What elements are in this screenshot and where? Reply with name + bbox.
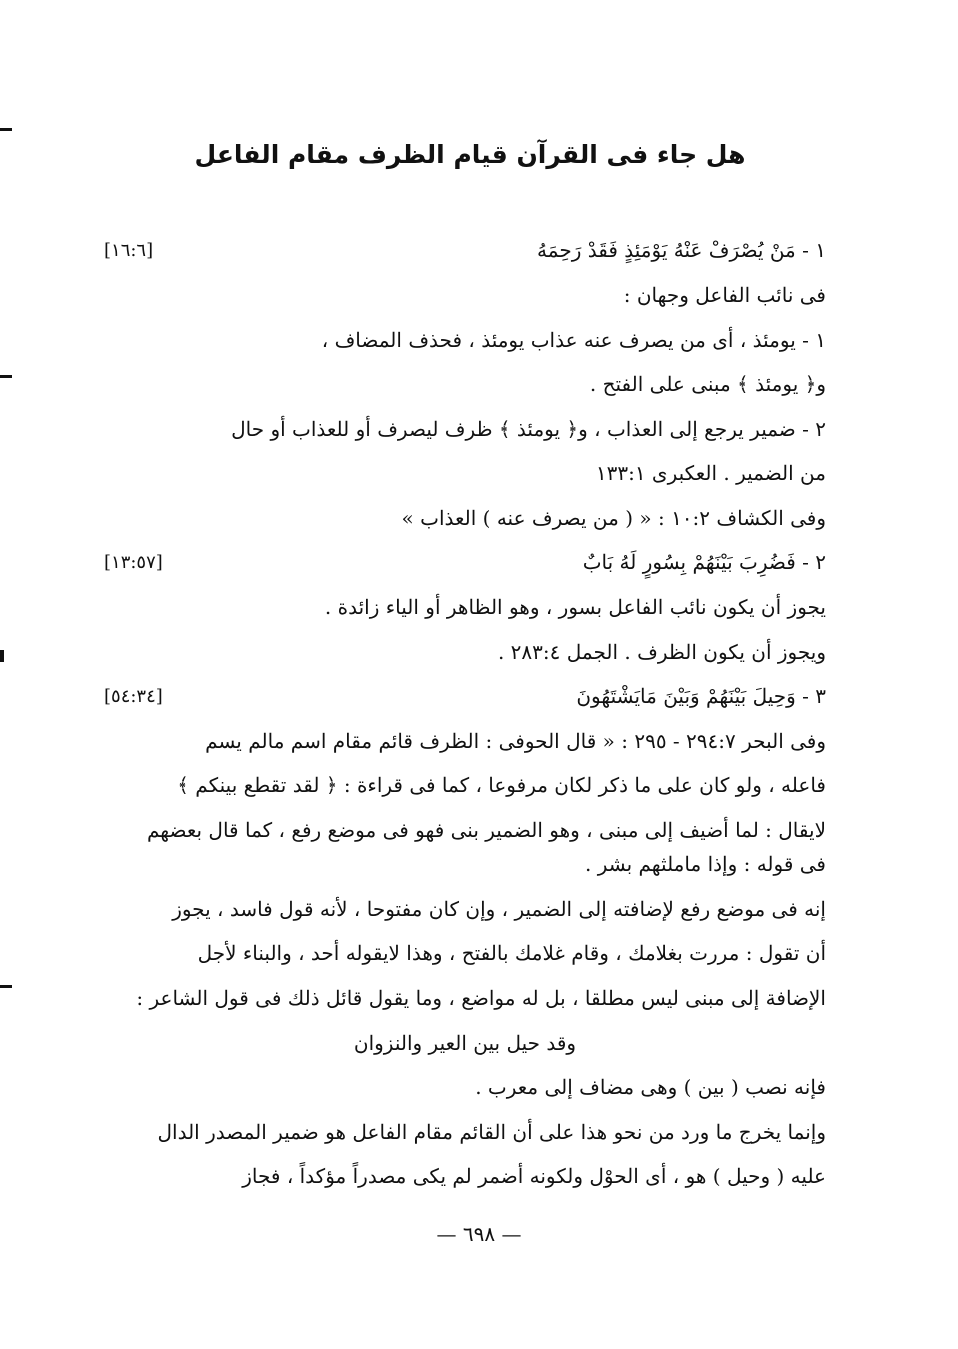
page-number: — ٦٩٨ — xyxy=(436,1222,522,1246)
text-line: فإنه نصب ( بين ) وهى مضاف إلى معرب . xyxy=(475,1075,826,1099)
poetry-line: وقد حيل بين العير والنزوان xyxy=(353,1031,577,1055)
margin-mark xyxy=(0,375,12,378)
text-line: فى قوله : وإذا ماملثهم بشر . xyxy=(584,852,826,876)
text-line: وفى الكشاف ١٠:٢ : « ( من يصرف عنه ) العذاب » xyxy=(401,506,826,530)
text-line: فى نائب الفاعل وجهان : xyxy=(623,283,826,307)
text-line: من الضمير . العكبرى ١٣٣:١ xyxy=(595,461,826,485)
text-line: ٢ - ضمير يرجع إلى العذاب ، و﴿ يومئذ ﴾ ظرف ليصرف أو للعذاب أو حال xyxy=(231,417,826,441)
text-line: وإنما يخرج ما ورد من نحو هذا على أن القائم مقام الفاعل هو ضمير المصدر الدال xyxy=(157,1120,826,1144)
text-line: عليه ( وحيل ) هو ، أى الحوْل ولكونه أضمر لم يكى مصدراً مؤكداً ، فجاز xyxy=(242,1164,826,1188)
margin-mark xyxy=(0,128,12,131)
text-line: أن تقول : مررت بغلامك ، وقام غلامك بالفتح ، وهذا لايقوله أحد ، والبناء لأجل xyxy=(197,941,826,965)
margin-mark xyxy=(0,985,12,988)
text-line: لايقال : لما أضيف إلى مبنى ، وهو الضمير بنى فهو فى موضع رفع ، كما قال بعضهم xyxy=(146,818,826,842)
text-line: فاعله ، ولو كان على ما ذكر لكان مرفوعا ، كما فى قراءة : ﴿ لقد تقطع بينكم ﴾ xyxy=(177,773,826,797)
verse-reference: [١٣:٥٧] xyxy=(104,552,163,573)
verse-line: ١ - مَنْ يُصْرَفْ عَنْهُ يَوْمَئِذٍ فَقَدْ رَحِمَهُ xyxy=(537,238,826,262)
text-line: و﴿ يومئذ ﴾ مبنى على الفتح . xyxy=(589,372,826,396)
text-line: ويجوز أن يكون الظرف . الجمل ٢٨٣:٤ . xyxy=(497,640,826,664)
text-line: الإضافة إلى مبنى ليس مطلقا ، بل له مواضع ، وما يقول قائل ذلك فى قول الشاعر : xyxy=(136,986,826,1010)
page-title: هل جاء فى القرآن قيام الظرف مقام الفاعل xyxy=(194,140,746,169)
text-line: إنه فى موضع رفع لإضافته إلى الضمير ، وإن كان مفتوحا ، لأنه قول فاسد ، يجوز xyxy=(172,897,826,921)
margin-mark xyxy=(0,650,4,662)
verse-line: ٢ - فَضُرِبَ بَيْنَهُمْ بِسُورٍ لَهُ بَابٌ xyxy=(582,550,826,574)
text-line: وفى البحر ٢٩٤:٧ - ٢٩٥ : « قال الحوفى : الظرف قائم مقام اسم مالم يسم xyxy=(205,729,826,753)
text-line: يجوز أن يكون نائب الفاعل بسور ، وهو الظاهر أو الياء زائدة . xyxy=(324,595,826,619)
text-line: ١ - يومئذ ، أى من يصرف عنه عذاب يومئذ ، فحذف المضاف ، xyxy=(321,328,826,352)
verse-reference: [٥٤:٣٤] xyxy=(104,686,163,707)
verse-reference: [١٦:٦] xyxy=(104,240,154,261)
verse-line: ٣ - وَحِيلَ بَيْنَهُمْ وَبَيْنَ مَايَشْتَهُونَ xyxy=(576,684,826,708)
